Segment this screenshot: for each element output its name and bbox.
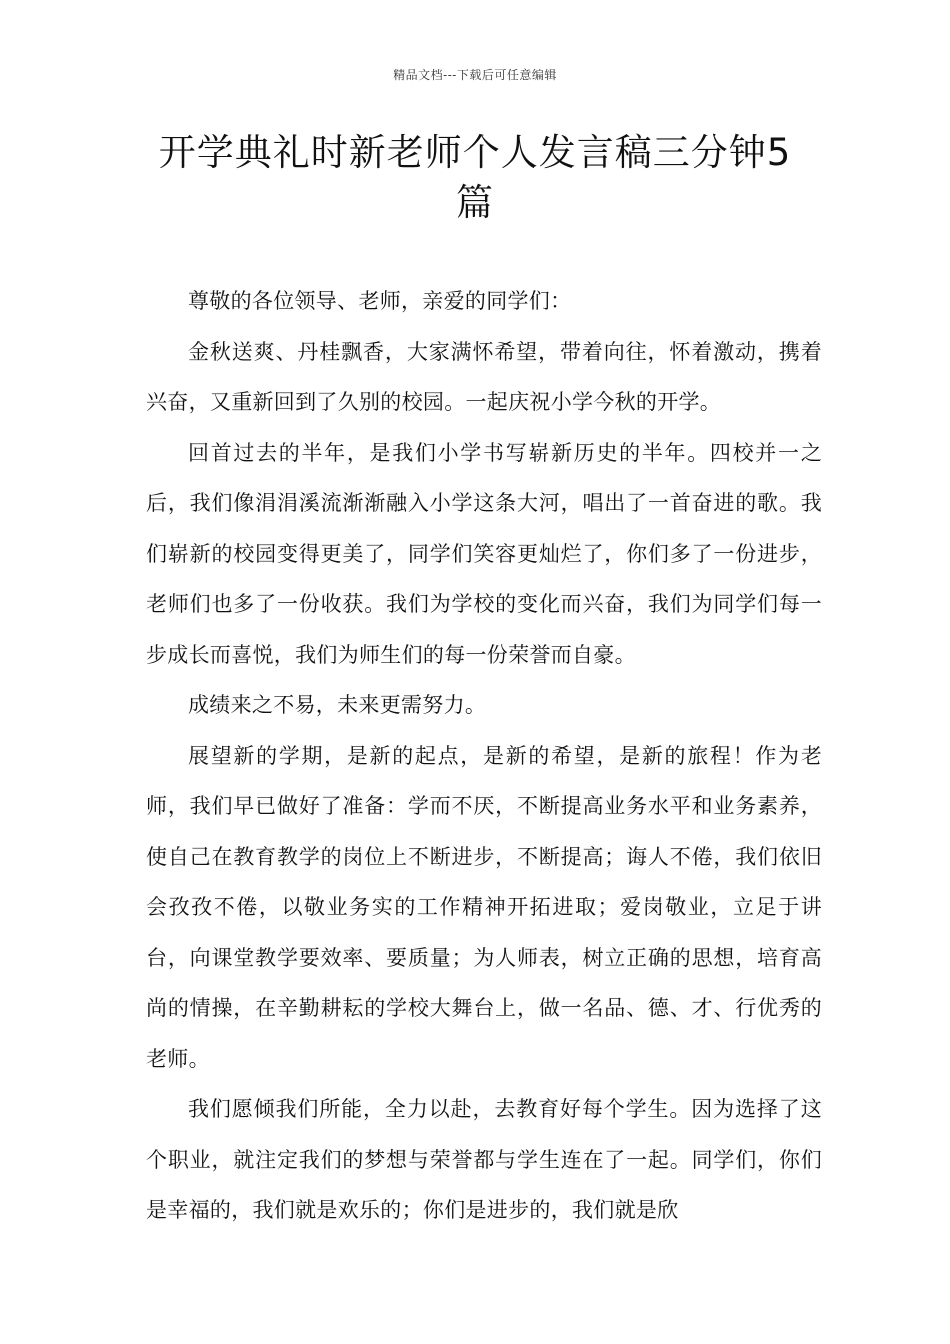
header-note: 精品文档---下载后可任意编辑 bbox=[393, 68, 557, 82]
document-title: 开学典礼时新老师个人发言稿三分钟5篇 bbox=[158, 131, 792, 224]
paragraph: 成绩来之不易，未来更需努力。 bbox=[188, 693, 487, 717]
document-body bbox=[146, 276, 822, 1236]
paragraph: 我们愿倾我们所能，全力以赴，去教育好每个学生。因为选择了这个职业，就注定我们的梦想与荣誉都与学生连在了一起。同学们，你们是幸福的，我们就是欢乐的；你们是进步的，我们就是欣 bbox=[146, 1097, 822, 1222]
paragraph: 回首过去的半年，是我们小学书写崭新历史的半年。四校并一之后，我们像涓涓溪流渐渐融入小学这条大河，唱出了一首奋进的歌。我们崭新的校园变得更美了，同学们笑容更灿烂了，你们多了一份进步，老师们也多了一份收获。我们为学校的变化而兴奋，我们为同学们每一步成长而喜悦，我们为师生们的每一份荣誉而自豪。 bbox=[146, 440, 822, 667]
paragraph: 金秋送爽、丹桂飘香，大家满怀希望，带着向往，怀着激动，携着兴奋，又重新回到了久别的校园。一起庆祝小学今秋的开学。 bbox=[146, 339, 822, 414]
paragraph: 展望新的学期，是新的起点，是新的希望，是新的旅程！作为老师，我们早已做好了准备：学而不厌，不断提高业务水平和业务素养，使自己在教育教学的岗位上不断进步，不断提高；诲人不倦，我们依旧会孜孜不倦，以敬业务实的工作精神开拓进取；爱岗敬业，立足于讲台，向课堂教学要效率、要质量；为人师表，树立正确的思想，培育高尚的情操，在辛勤耕耘的学校大舞台上，做一名品、德、才、行优秀的老师。 bbox=[146, 743, 822, 1071]
paragraph-salutation: 尊敬的各位领导、老师，亲爱的同学们： bbox=[188, 289, 572, 313]
